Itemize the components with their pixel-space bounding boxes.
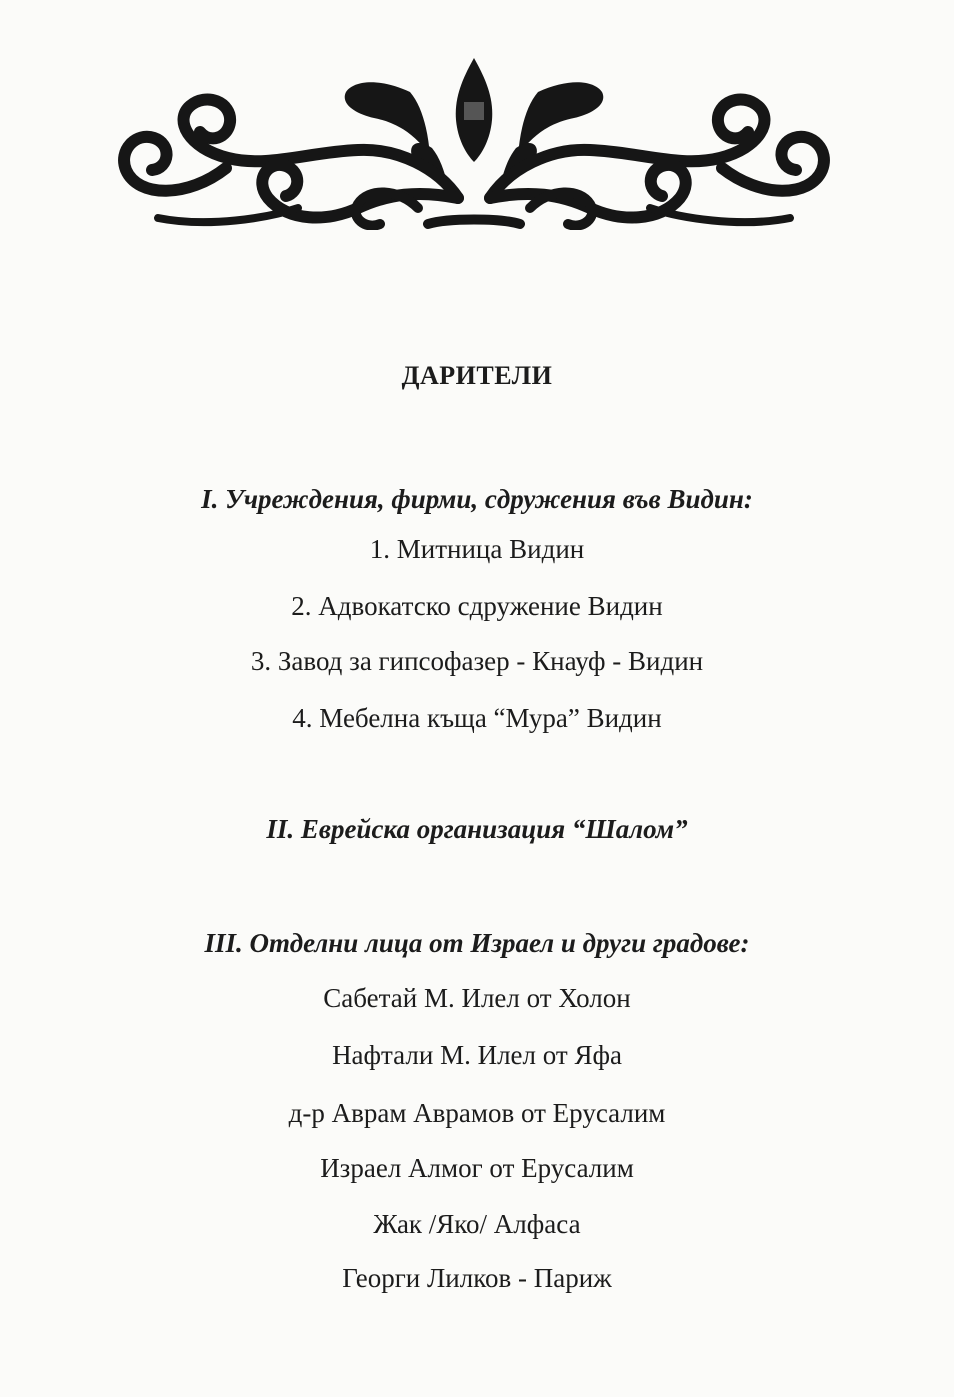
list-item: Георги Лилков - Париж — [342, 1263, 612, 1293]
section-heading-1: I. Учреждения, фирми, сдружения във Видин: — [201, 484, 753, 514]
list-item: Израел Алмог от Ерусалим — [320, 1153, 634, 1183]
section-heading-2: II. Еврейска организация “Шалом” — [266, 814, 688, 844]
list-item: Нафтали М. Илел от Яфа — [332, 1040, 622, 1070]
list-item: 1. Митница Видин — [369, 534, 585, 564]
section-heading-3: III. Отделни лица от Израел и други градове: — [204, 928, 750, 958]
list-item: Жак /Яко/ Алфаса — [373, 1209, 581, 1239]
list-item: 4. Мебелна къща “Мура” Видин — [292, 703, 662, 733]
list-item: Сабетай М. Илел от Холон — [323, 983, 631, 1013]
list-item: 2. Адвокатско сдружение Видин — [291, 591, 663, 621]
ornament-flourish-icon — [118, 58, 830, 230]
list-item: д-р Аврам Аврамов от Ерусалим — [288, 1098, 666, 1128]
list-item: 3. Завод за гипсофазер - Кнауф - Видин — [250, 646, 704, 676]
document-title: ДАРИТЕЛИ — [401, 361, 553, 390]
